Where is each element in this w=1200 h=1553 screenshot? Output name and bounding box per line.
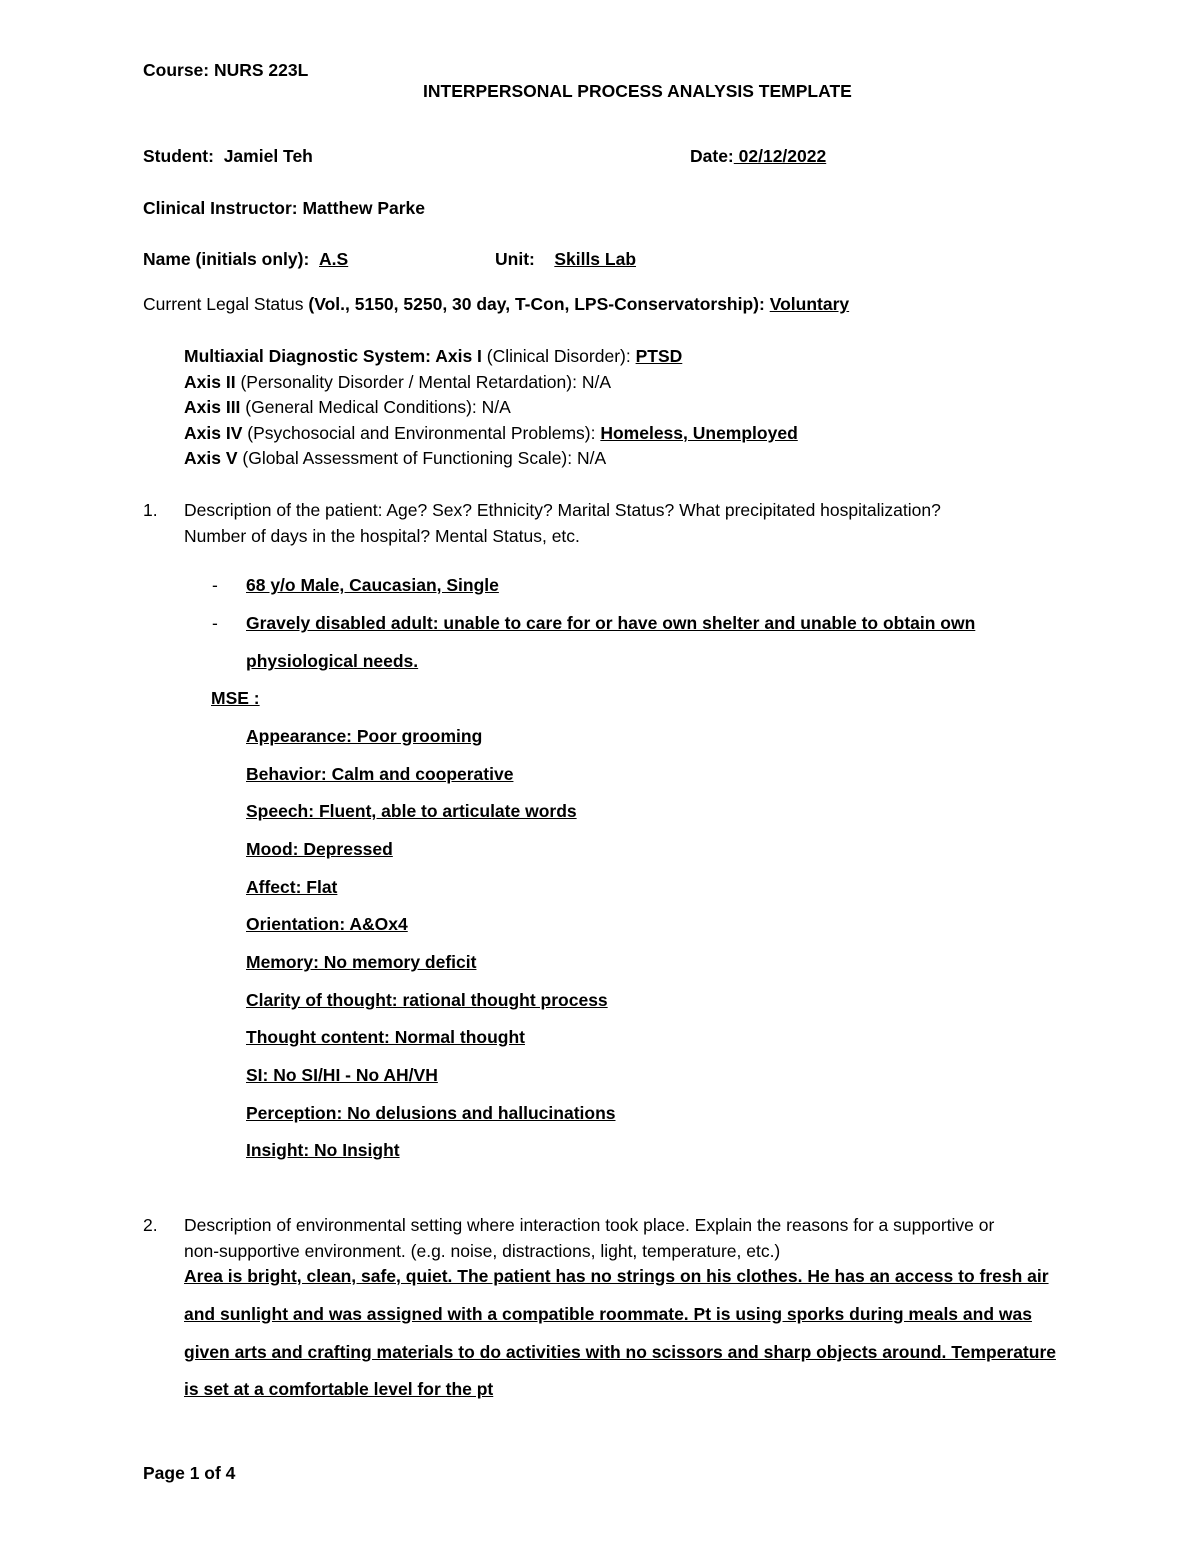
mse-item: Insight: No Insight (246, 1140, 400, 1160)
bullet-dash: - (212, 575, 218, 595)
axis-2-value: N/A (581, 372, 612, 392)
legal-status-value: Voluntary (769, 294, 850, 314)
patient-disability-line-2: physiological needs. (246, 651, 419, 671)
axis-4-desc: (Psychosocial and Environmental Problems): (247, 423, 596, 443)
unit-label: Unit: (495, 249, 535, 269)
axis-3-row (184, 399, 511, 417)
axis-4-label: Axis IV (184, 423, 243, 443)
question-2-line-1: Description of environmental setting where interaction took place. Explain the reasons for a supportive or (184, 1215, 995, 1235)
axis-3-desc: (General Medical Conditions): (245, 397, 477, 417)
mse-item: Appearance: Poor grooming (246, 726, 483, 746)
page-number: Page 1 of 4 (143, 1463, 236, 1483)
environment-answer-line-2: and sunlight and was assigned with a compatible roommate. Pt is using sporks during meals and was (184, 1304, 1032, 1324)
axis-5-value: N/A (577, 448, 607, 468)
environment-answer-line-4: is set at a comfortable level for the pt (184, 1379, 494, 1399)
axis-4-value: Homeless, Unemployed (600, 423, 798, 443)
name-row (143, 251, 348, 269)
instructor-label: Clinical Instructor: (143, 198, 298, 218)
student-row (143, 148, 313, 166)
axis-1-desc: (Clinical Disorder): (486, 346, 631, 366)
mse-item: Behavior: Calm and cooperative (246, 764, 514, 784)
axis-3-value: N/A (481, 397, 511, 417)
mse-item: Mood: Depressed (246, 839, 393, 859)
patient-disability-line-1: Gravely disabled adult: unable to care for or have own shelter and unable to obtain own (246, 613, 976, 633)
name-label: Name (initials only): (143, 249, 310, 269)
legal-status-options: (Vol., 5150, 5250, 30 day, T-Con, LPS-Conservatorship): (308, 294, 765, 314)
date-label: Date: (690, 146, 734, 166)
mse-item: Thought content: Normal thought (246, 1027, 525, 1047)
instructor-row (143, 200, 425, 218)
axis-1-label: Multiaxial Diagnostic System: Axis I (184, 346, 482, 366)
mse-item: Orientation: A&Ox4 (246, 914, 408, 934)
document-title: INTERPERSONAL PROCESS ANALYSIS TEMPLATE (423, 81, 852, 101)
mse-item: Perception: No delusions and hallucinations (246, 1103, 616, 1123)
axis-4-row (184, 425, 798, 443)
unit-value: Skills Lab (554, 249, 637, 269)
axis-1-value: PTSD (635, 346, 683, 366)
bullet-dash: - (212, 613, 218, 633)
student-value: Jamiel Teh (223, 146, 313, 166)
legal-status-row (143, 296, 849, 314)
student-label: Student: (143, 146, 214, 166)
mse-item: Speech: Fluent, able to articulate words (246, 801, 577, 821)
axis-2-desc: (Personality Disorder / Mental Retardation): (240, 372, 577, 392)
axis-5-row (184, 450, 606, 468)
axis-2-label: Axis II (184, 372, 236, 392)
mse-item: Clarity of thought: rational thought process (246, 990, 608, 1010)
patient-demographics: 68 y/o Male, Caucasian, Single (246, 575, 499, 595)
question-1-number: 1. (143, 500, 158, 520)
date-value: 02/12/2022 (733, 146, 827, 166)
axis-2-row (184, 374, 611, 392)
environment-answer-line-1: Area is bright, clean, safe, quiet. The patient has no strings on his clothes. He has an access to fresh air (184, 1266, 1049, 1286)
course-label: Course: NURS 223L (143, 60, 309, 80)
legal-status-label: Current Legal Status (143, 294, 304, 314)
unit-row (495, 251, 636, 269)
date-row (690, 148, 826, 166)
name-value: A.S (319, 249, 349, 269)
environment-answer-line-3: given arts and crafting materials to do activities with no scissors and sharp objects around. Temperature (184, 1342, 1056, 1362)
mse-label: MSE : (211, 688, 260, 708)
mse-item: Memory: No memory deficit (246, 952, 477, 972)
question-2-number: 2. (143, 1215, 158, 1235)
question-1-line-1: Description of the patient: Age? Sex? Ethnicity? Marital Status? What precipitated hospitalization? (184, 500, 941, 520)
mse-item: SI: No SI/HI - No AH/VH (246, 1065, 438, 1085)
axis-5-label: Axis V (184, 448, 238, 468)
axis-1-row (184, 348, 682, 366)
instructor-value: Matthew Parke (302, 198, 426, 218)
question-1-line-2: Number of days in the hospital? Mental Status, etc. (184, 526, 580, 546)
axis-5-desc: (Global Assessment of Functioning Scale): (242, 448, 573, 468)
mse-item: Affect: Flat (246, 877, 338, 897)
axis-3-label: Axis III (184, 397, 241, 417)
question-2-line-2: non-supportive environment. (e.g. noise, distractions, light, temperature, etc.) (184, 1241, 781, 1261)
